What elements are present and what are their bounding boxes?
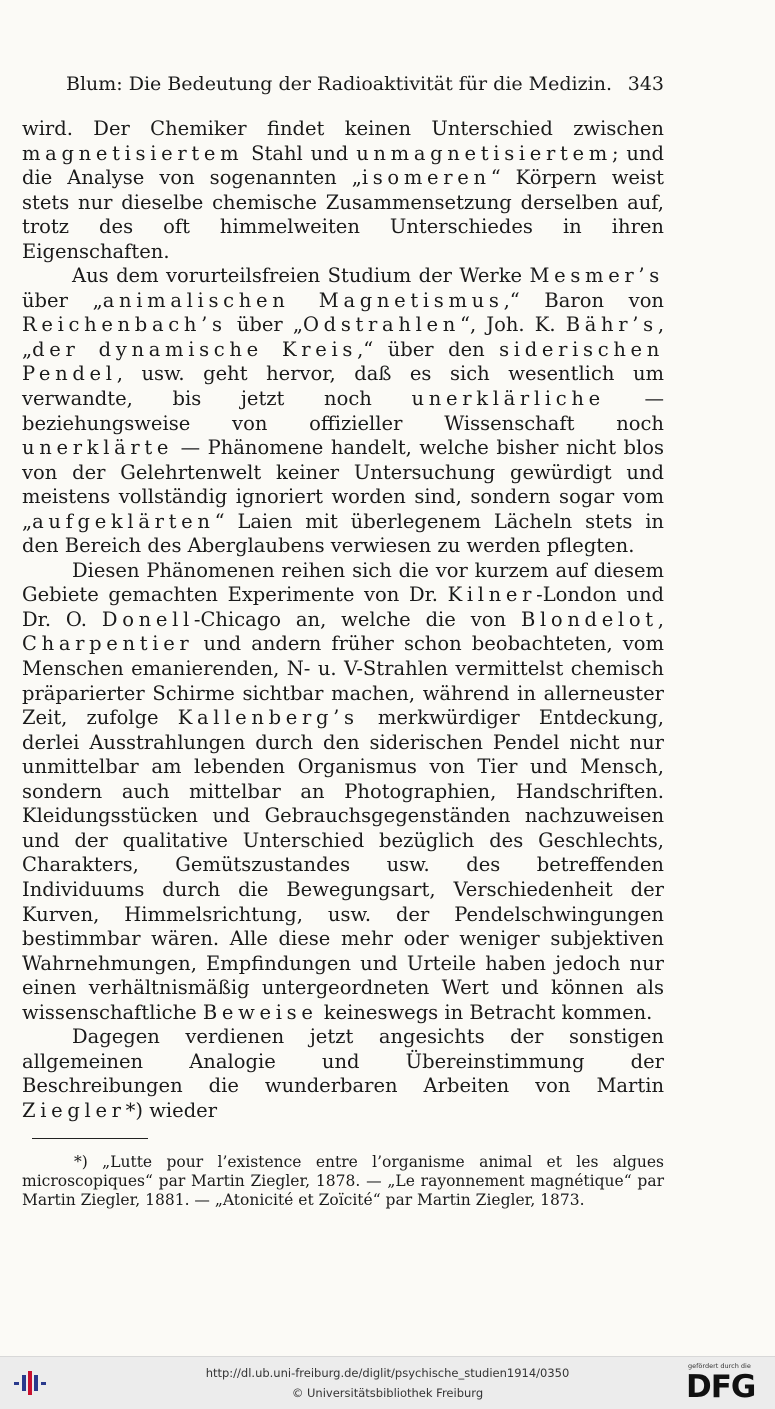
permalink-url[interactable]: http://dl.ub.uni-freiburg.de/diglit/psychische_studien1914/0350 bbox=[205, 1366, 570, 1380]
dfg-logo[interactable]: DFG bbox=[686, 1369, 756, 1405]
spaced-term: animalischen Magnetismus bbox=[102, 288, 504, 312]
spaced-term: Donell bbox=[101, 607, 194, 631]
funder-note: gefördert durch die bbox=[688, 1362, 751, 1370]
paragraph-3: Diesen Phänomenen reihen sich die vor kurzem auf diesem Gebiete gemachten Experimente von Dr. Kilner-London und Dr. O. Donell-Chicago an, welche die von Blondelot, Charpentier und andern früher schon beobachteten, vom Menschen emanierenden, N- u. V-Strahlen vermittelst chemisch präparierter Schirme sichtbar machen, während in allerneuster Zeit, zufolge Kallenberg’s merkwürdiger Entdeckung, derlei Ausstrahlungen durch den siderischen Pendel nicht nur unmittelbar am lebenden Organismus von Tier und Mensch, sondern auch mittelbar an Photographien, Handschriften. Kleidungsstücken und Gebrauchsgegenständen nachzuweisen und der qualitative Unterschied bezüglich des Geschlechts, Charakters, Gemütszustandes usw. des betreffenden Individuums durch die Bewegungsart, Verschiedenheit der Kurven, Himmelsrichtung, usw. der Pendelschwingungen bestimmbar wären. Alle diese mehr oder weniger subjektiven Wahrnehmungen, Empfindungen und Urteile haben jedoch nur einen verhältnismäßig untergeordneten Wert und können als wissenschaftliche Beweise keineswegs in Betracht kommen. bbox=[22, 558, 665, 1024]
spaced-term: Charpentier bbox=[22, 632, 194, 656]
footnote-rule bbox=[32, 1138, 148, 1139]
spaced-term: Beweise bbox=[202, 1000, 318, 1024]
paragraph-2: Aus dem vorurteilsfreien Studium der Werke Mesmer’s über „animalischen Magnetismus,“ Baron von Reichenbach’s über „Odstrahlen“, Joh. K. Bähr’s, „der dynamische Kreis,“ über den siderischen Pendel, usw. geht hervor, daß es sich wesentlich um verwandte, bis jetzt noch unerklärliche — beziehungsweise von offizieller Wissenschaft noch unerklärte — Phänomene handelt, welche bisher nicht blos von der Gelehrtenwelt keiner Untersuchung gewürdigt und meistens vollständig ignoriert worden sind, sondern sogar vom „aufgeklärten“ Laien mit überlegenem Lächeln stets in den Bereich des Aberglaubens verwiesen zu werden pflegten. bbox=[22, 264, 665, 558]
paragraph-1: wird. Der Chemiker findet keinen Unterschied zwischen magnetisiertem Stahl und unmagnetisiertem; und die Analyse von sogenannten „isomeren“ Körpern weist stets nur dieselbe chemische Zusammensetzung derselben auf, trotz des oft himmelweiten Unterschiedes in ihren Eigenschaften. bbox=[22, 117, 665, 263]
spaced-term: Kilner bbox=[447, 583, 537, 607]
spaced-term: Ziegler bbox=[22, 1098, 126, 1122]
spaced-term: Bähr’s bbox=[565, 313, 658, 337]
spaced-term: Kallenberg’s bbox=[177, 706, 359, 730]
spaced-term: siderischen Pendel bbox=[22, 337, 665, 386]
footnote bbox=[22, 1153, 664, 1209]
spaced-term: Blondelot bbox=[520, 607, 658, 631]
spaced-term: aufgeklärten bbox=[32, 509, 215, 533]
spaced-term: magnetisiertem bbox=[22, 141, 244, 165]
page-number: 343 bbox=[627, 73, 664, 95]
spaced-term: Mesmer’s bbox=[529, 264, 664, 288]
paragraph-4: Dagegen verdienen jetzt angesichts der sonstigen allgemeinen Analogie und Übereinstimmung der Beschreibungen die wunderbaren Arbeiten von Martin Ziegler*) wieder bbox=[22, 1025, 664, 1122]
running-header bbox=[66, 72, 664, 96]
footnote-text: *) „Lutte pour l’existence entre l’organisme animal et les algues microscopiques“ par Martin Ziegler, 1878. — „Le rayonnement magnétique“ par Martin Ziegler, 1881. — „Atonicité et Zoïcité“ par Martin Ziegler, 1873. bbox=[22, 1153, 664, 1209]
spaced-term: unerklärliche bbox=[411, 387, 605, 411]
spaced-term: unerklärte bbox=[22, 436, 174, 460]
running-title: Blum: Die Bedeutung der Radioaktivität für die Medizin. bbox=[66, 73, 612, 95]
body-text bbox=[22, 117, 664, 1123]
spaced-term: Reichenbach’s bbox=[22, 313, 227, 337]
spaced-term: der dynamische Kreis bbox=[32, 337, 358, 361]
copyright-notice: © Universitätsbibliothek Freiburg bbox=[291, 1386, 484, 1400]
spaced-term: unmagnetisiertem bbox=[356, 141, 612, 165]
spaced-term: isomeren bbox=[361, 166, 491, 190]
viewer-footer-bar bbox=[0, 1356, 775, 1409]
spaced-term: Odstrahlen bbox=[303, 313, 460, 337]
